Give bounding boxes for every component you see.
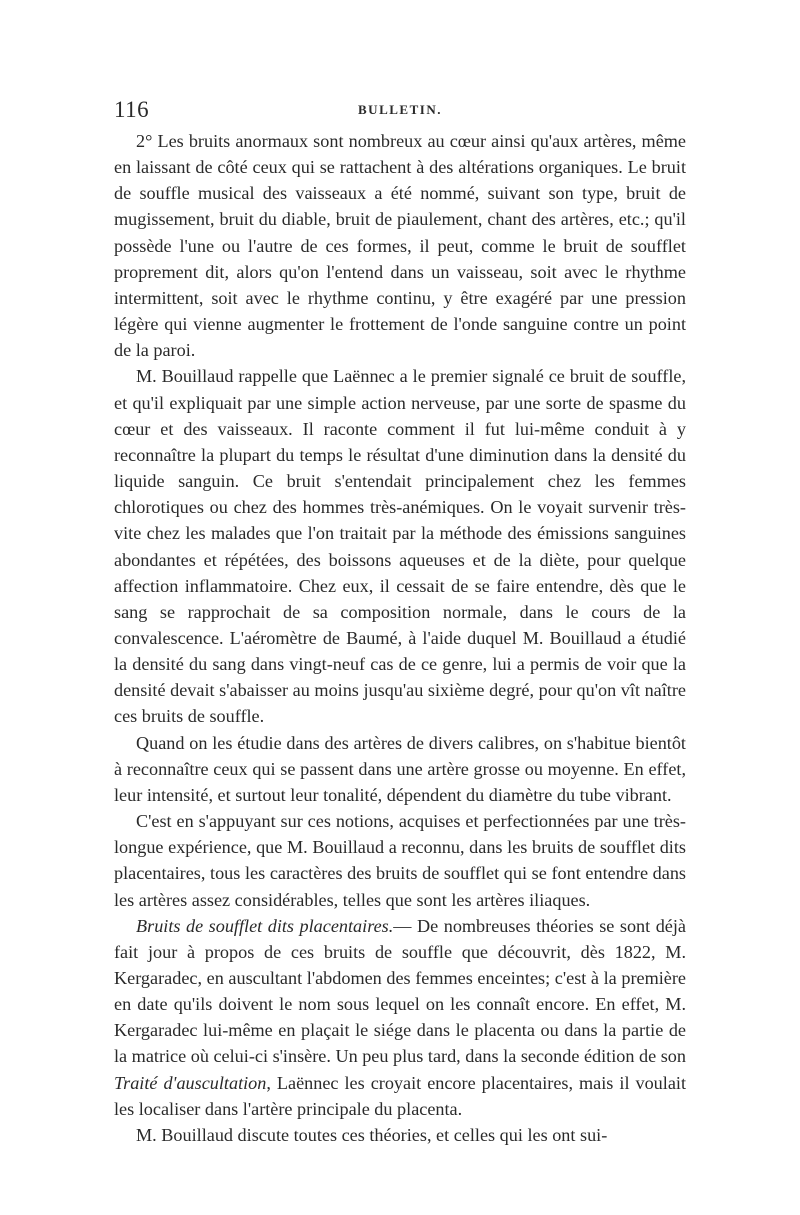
book-title-italic: Traité d'auscultation bbox=[114, 1072, 267, 1093]
page-body bbox=[114, 128, 686, 1148]
page-number: 116 bbox=[114, 97, 150, 122]
paragraph-arteries-calibres: Quand on les étudie dans des artères de divers calibres, on s'habitue bientôt à reconnaître ceux qui se passent dans une artère grosse ou moyenne. En effet, leur intensité, et surtout leur tonalité, dépendent du diamètre du tube vibrant. bbox=[114, 732, 686, 805]
page-header bbox=[114, 96, 686, 126]
paragraph-text-part: , Laënnec les croyait encore placentaires, mais il voulait les localiser dans l'artère principale du placenta. bbox=[114, 1072, 687, 1119]
paragraph-theories-discussion: M. Bouillaud discute toutes ces théories, et celles qui les ont sui- bbox=[136, 1124, 608, 1145]
paragraph-text-part: — De nombreuses théories se sont déjà fait jour à propos de ces bruits de souffle que découvrit, dès 1822, M. Kergaradec, en auscultant l'abdomen des femmes enceintes; c'est à la première en date qu'ils doivent le nom sous lequel on les connaît encore. En effet, M. Kergaradec lui-même en plaçait le siége dans le placenta ou dans la partie de la matrice où celui-ci s'insère. Un peu plus tard, dans la seconde édition de son bbox=[114, 915, 686, 1067]
paragraph-abnormal-sounds: 2° Les bruits anormaux sont nombreux au cœur ainsi qu'aux artères, même en laissant de côté ceux qui se rattachent à des altérations organiques. Le bruit de souffle musical des vaisseaux a été nommé, suivant son type, bruit de mugissement, bruit du diable, bruit de piaulement, chant des artères, etc.; qu'il possède l'une ou l'autre de ces formes, il peut, comme le bruit de soufflet proprement dit, alors qu'on l'entend dans un vaisseau, soit avec le rhythme intermittent, soit avec le rhythme continu, y être exagéré par une pression légère qui vienne augmenter le frottement de l'onde sanguine contre un point de la paroi. bbox=[114, 131, 686, 361]
section-run-in-heading: Bruits de soufflet dits placentaires. bbox=[136, 915, 394, 936]
paragraph-bouillaud-laennec: M. Bouillaud rappelle que Laënnec a le premier signalé ce bruit de souffle, et qu'il expliquait par une simple action nerveuse, par une sorte de spasme du cœur et des vaisseaux. Il raconte comment il fut lui-même conduit à y reconnaître la plupart du temps le résultat d'une diminution dans la densité du liquide sanguin. Ce bruit s'entendait principalement chez les femmes chlorotiques ou chez des hommes très-anémiques. On le voyait survenir très-vite chez les malades que l'on traitait par la méthode des émissions sanguines abondantes et répétées, des boissons aqueuses et de la diète, pour quelque affection inflammatoire. Chez eux, il cessait de se faire entendre, dès que le sang se rapprochait de sa composition normale, dans le cours de la convalescence. L'aéromètre de Baumé, à l'aide duquel M. Bouillaud a étudié la densité du sang dans vingt-neuf cas de ce genre, lui a permis de voir que la densité devait s'abaisser au moins jusqu'au sixième degré, pour qu'on vît naître ces bruits de souffle. bbox=[114, 366, 686, 727]
running-title: BULLETIN. bbox=[358, 102, 442, 117]
paragraph-placental-souffle bbox=[114, 913, 686, 1122]
paragraph-experience-notions: C'est en s'appuyant sur ces notions, acquises et perfectionnées par une très-longue expérience, que M. Bouillaud a reconnu, dans les bruits de soufflet dits placentaires, tous les caractères des bruits de soufflet qui se font entendre dans les artères assez considérables, telles que sont les artères iliaques. bbox=[114, 811, 686, 910]
book-page bbox=[114, 96, 686, 1148]
